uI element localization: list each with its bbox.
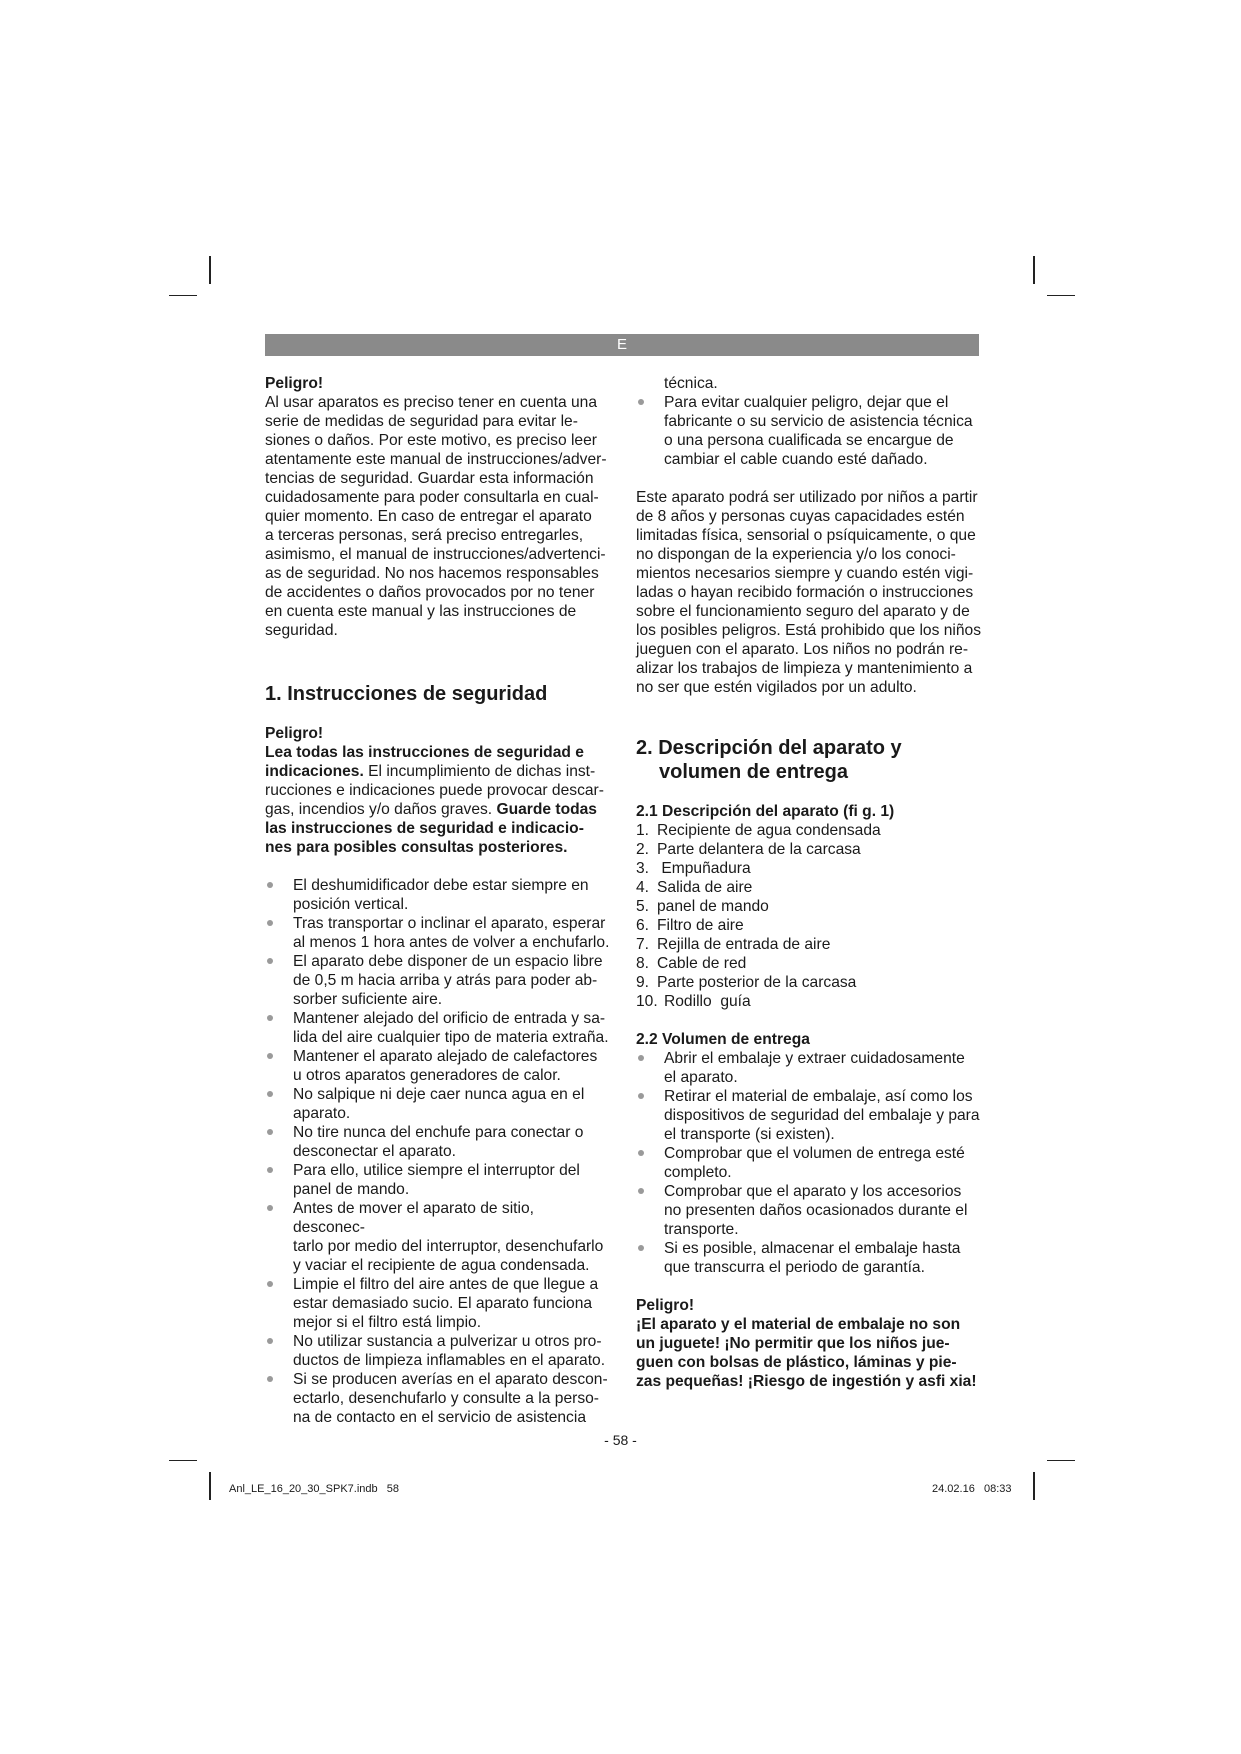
text-line: gas, incendios y/o daños graves. Guarde todas bbox=[265, 801, 597, 818]
list-item: 2. Parte delantera de la carcasa bbox=[636, 841, 861, 858]
subsection-heading: 2.1 Descripción del aparato (fi g. 1) bbox=[636, 803, 895, 820]
text-line: serie de medidas de seguridad para evitar le- bbox=[265, 413, 578, 430]
warning-title: Peligro! bbox=[265, 375, 324, 392]
text-line: atentamente este manual de instrucciones/adver- bbox=[265, 451, 607, 468]
subsection-heading: 2.2 Volumen de entrega bbox=[636, 1031, 810, 1048]
text-line: limitadas física, sensorial o psíquicamente, o que bbox=[636, 527, 976, 544]
children-paragraph bbox=[636, 488, 981, 697]
cable-list bbox=[636, 393, 981, 469]
page-number: - 58 - bbox=[604, 1432, 637, 1448]
text-line: rucciones e indicaciones puede provocar descar- bbox=[265, 782, 604, 799]
text-line: un juguete! ¡No permitir que los niños jue- bbox=[636, 1335, 950, 1352]
text-line: no dispongan de la experiencia y/o los conoci- bbox=[636, 546, 956, 563]
crop-mark bbox=[209, 1472, 211, 1500]
text-line: técnica. bbox=[664, 375, 718, 392]
text-line: jueguen con el aparato. Los niños no podrán re- bbox=[636, 641, 969, 658]
list-item: Si se producen averías en el aparato descon- ectarlo, desenchufarlo y consulte a la perso- na de contacto en el servicio de asistencia bbox=[265, 1370, 610, 1427]
text-line: alizar los trabajos de limpieza y mantenimiento a bbox=[636, 660, 973, 677]
right-column bbox=[636, 374, 981, 1391]
parts-list bbox=[636, 821, 981, 1011]
list-item: No salpique ni deje caer nunca agua en el aparato. bbox=[265, 1085, 610, 1123]
list-item: Para evitar cualquier peligro, dejar que el fabricante o su servicio de asistencia técnica o una persona cualificada se encargue de cambiar el cable cuando esté dañado. bbox=[636, 393, 981, 469]
text-line: Al usar aparatos es preciso tener en cuenta una bbox=[265, 394, 598, 411]
text-line: Lea todas las instrucciones de seguridad e bbox=[265, 744, 584, 761]
warning-title: Peligro! bbox=[636, 1297, 695, 1314]
text-line: mientos necesarios siempre y cuando estén vigi- bbox=[636, 565, 974, 582]
text-line: guen con bolsas de plástico, láminas y pie- bbox=[636, 1354, 957, 1371]
text-line: asimismo, el manual de instrucciones/advertenci- bbox=[265, 546, 606, 563]
list-item: El aparato debe disponer de un espacio libre de 0,5 m hacia arriba y atrás para poder ab- sorber suficiente aire. bbox=[265, 952, 610, 1009]
text-line: tencias de seguridad. Guardar esta información bbox=[265, 470, 594, 487]
list-item: 10. Rodillo guía bbox=[636, 993, 751, 1010]
list-item: 4. Salida de aire bbox=[636, 879, 753, 896]
text-line: indicaciones. El incumplimiento de dichas inst- bbox=[265, 763, 596, 780]
language-tab: E bbox=[265, 334, 979, 356]
list-item: No utilizar sustancia a pulverizar u otros pro- ductos de limpieza inflamables en el aparato. bbox=[265, 1332, 610, 1370]
list-item: 6. Filtro de aire bbox=[636, 917, 744, 934]
text-line: de accidentes o daños provocados por no tener bbox=[265, 584, 595, 601]
text-line: seguridad. bbox=[265, 622, 338, 639]
text-line: las instrucciones de seguridad e indicacio- bbox=[265, 820, 584, 837]
list-item: Retirar el material de embalaje, así como los dispositivos de seguridad del embalaje y para el transporte (si existen). bbox=[636, 1087, 981, 1144]
text-line: de 8 años y personas cuyas capacidades estén bbox=[636, 508, 965, 525]
list-item: 8. Cable de red bbox=[636, 955, 747, 972]
list-item: Para ello, utilice siempre el interruptor del panel de mando. bbox=[265, 1161, 610, 1199]
crop-mark bbox=[209, 256, 211, 284]
list-item: 3. Empuñadura bbox=[636, 860, 751, 877]
text-line: los posibles peligros. Está prohibido que los niños bbox=[636, 622, 982, 639]
list-item: Tras transportar o inclinar el aparato, esperar al menos 1 hora antes de volver a enchufarlo. bbox=[265, 914, 610, 952]
list-item: 1. Recipiente de agua condensada bbox=[636, 822, 881, 839]
left-column bbox=[265, 374, 610, 1427]
section-heading: 2. Descripción del aparato y volumen de entrega bbox=[636, 737, 902, 783]
delivery-list bbox=[636, 1049, 981, 1277]
crop-mark bbox=[169, 1460, 197, 1461]
list-item: 5. panel de mando bbox=[636, 898, 769, 915]
text-line: no ser que estén vigilados por un adulto. bbox=[636, 679, 917, 696]
crop-mark bbox=[1047, 1460, 1075, 1461]
crop-mark bbox=[1033, 256, 1035, 284]
text-line: en cuenta este manual y las instrucciones de bbox=[265, 603, 577, 620]
list-item: Comprobar que el volumen de entrega esté completo. bbox=[636, 1144, 981, 1182]
crop-mark bbox=[1033, 1472, 1035, 1500]
text-line: quier momento. En caso de entregar el aparato bbox=[265, 508, 592, 525]
text-line: siones o daños. Por este motivo, es preciso leer bbox=[265, 432, 597, 449]
list-item: 9. Parte posterior de la carcasa bbox=[636, 974, 857, 991]
list-item: Mantener alejado del orificio de entrada y sa- lida del aire cualquier tipo de materia extraña. bbox=[265, 1009, 610, 1047]
list-item: Antes de mover el aparato de sitio, desconec- tarlo por medio del interruptor, desenchufarlo y vaciar el recipiente de agua condensada. bbox=[265, 1199, 610, 1275]
crop-mark bbox=[169, 295, 197, 296]
warning-paragraph bbox=[636, 1315, 981, 1391]
safety-list bbox=[265, 876, 610, 1427]
warning-paragraph bbox=[265, 743, 610, 857]
text-line: a terceras personas, será preciso entregarles, bbox=[265, 527, 584, 544]
intro-paragraph bbox=[265, 393, 610, 640]
text-line: Este aparato podrá ser utilizado por niños a partir bbox=[636, 489, 978, 506]
footer-timestamp: 24.02.16 08:33 bbox=[932, 1483, 1012, 1495]
text-line: cuidadosamente para poder consultarla en cual- bbox=[265, 489, 599, 506]
list-item: Limpie el filtro del aire antes de que llegue a estar demasiado sucio. El aparato funciona mejor si el filtro está limpio. bbox=[265, 1275, 610, 1332]
list-item: 7. Rejilla de entrada de aire bbox=[636, 936, 831, 953]
text-line: ladas o hayan recibido formación o instrucciones bbox=[636, 584, 974, 601]
list-item: Comprobar que el aparato y los accesorios no presenten daños ocasionados durante el transporte. bbox=[636, 1182, 981, 1239]
footer-filename: Anl_LE_16_20_30_SPK7.indb 58 bbox=[229, 1483, 400, 1495]
text-line: sobre el funcionamiento seguro del aparato y de bbox=[636, 603, 970, 620]
text-line: as de seguridad. No nos hacemos responsables bbox=[265, 565, 599, 582]
warning-title: Peligro! bbox=[265, 725, 324, 742]
list-item: Mantener el aparato alejado de calefactores u otros aparatos generadores de calor. bbox=[265, 1047, 610, 1085]
section-heading: 1. Instrucciones de seguridad bbox=[265, 683, 548, 705]
text-line: ¡El aparato y el material de embalaje no son bbox=[636, 1316, 961, 1333]
text-line: nes para posibles consultas posteriores. bbox=[265, 839, 568, 856]
list-item: No tire nunca del enchufe para conectar o desconectar el aparato. bbox=[265, 1123, 610, 1161]
list-item: Abrir el embalaje y extraer cuidadosamente el aparato. bbox=[636, 1049, 981, 1087]
text-line: zas pequeñas! ¡Riesgo de ingestión y asfi xia! bbox=[636, 1373, 977, 1390]
list-item: El deshumidificador debe estar siempre en posición vertical. bbox=[265, 876, 610, 914]
crop-mark bbox=[1047, 295, 1075, 296]
list-item: Si es posible, almacenar el embalaje hasta que transcurra el periodo de garantía. bbox=[636, 1239, 981, 1277]
